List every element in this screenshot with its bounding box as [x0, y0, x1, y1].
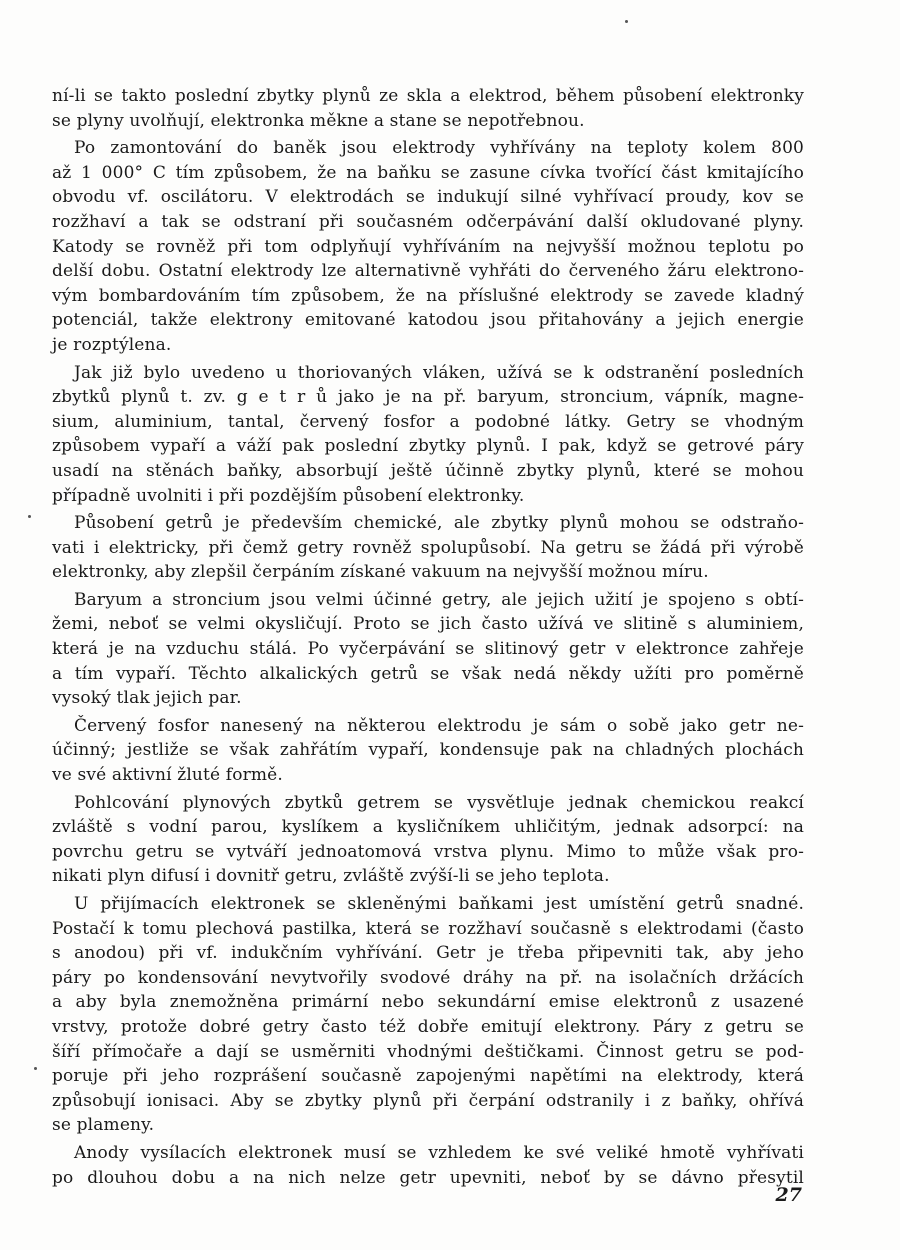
text-line: je rozptýlena.: [52, 334, 172, 355]
text-line: nikati plyn difusí i dovnitř getru, zvláště zvýší-li se jeho teplota.: [52, 866, 610, 887]
text-line: Po zamontování do baněk jsou elektrody vyhřívány na teploty kolem 800: [74, 138, 804, 159]
text-line: elektronky, aby zlepšil čerpáním získané vakuum na nejvyšší možnou míru.: [52, 562, 709, 583]
text-line: Katody se rovněž při tom odplyňují vyhříváním na nejvyšší možnou teplotu po: [52, 236, 804, 257]
paragraph: [52, 84, 804, 133]
paragraph: [52, 714, 804, 788]
text-line: Červený fosfor nanesený na některou elektrodu je sám o sobě jako getr ne-: [74, 715, 804, 736]
text-line: šíří přímočaře a dají se usměrniti vhodnými deštičkami. Činnost getru se pod-: [52, 1041, 804, 1062]
text-line: Působení getrů je především chemické, ale zbytky plynů mohou se odstraňo-: [74, 513, 804, 534]
text-line: zvláště s vodní parou, kyslíkem a kysličníkem uhličitým, jednak adsorpcí: na: [52, 817, 804, 838]
text-line: Baryum a stroncium jsou velmi účinné getry, ale jejich užití je spojeno s obtí-: [74, 589, 804, 610]
paragraph: [52, 892, 804, 1138]
text-line: sium, aluminium, tantal, červený fosfor a podobné látky. Getry se vhodným: [52, 411, 804, 432]
page-number: 27: [775, 1184, 802, 1206]
text-line: žemi, neboť se velmi okysličují. Proto se jich často užívá ve slitině s aluminiem,: [52, 614, 804, 635]
text-line: potenciál, takže elektrony emitované katodou jsou přitahovány a jejich energie: [52, 310, 804, 331]
text-line: vati i elektricky, při čemž getry rovněž spolupůsobí. Na getru se žádá při výrobě: [52, 537, 804, 558]
scan-speck: [34, 1067, 37, 1070]
text-line: poruje při jeho rozprášení současně zapojenými napětími na elektrody, která: [52, 1066, 804, 1087]
text-line: delší dobu. Ostatní elektrody lze alternativně vyhřáti do červeného žáru elektrono-: [52, 261, 804, 282]
text-line: až 1 000° C tím způsobem, že na baňku se zasune cívka tvořící část kmitajícího: [52, 162, 804, 183]
paragraph: [52, 361, 804, 509]
text-line: vysoký tlak jejich par.: [52, 688, 242, 709]
scan-speck: [625, 20, 628, 23]
text-line: Anody vysílacích elektronek musí se vzhledem ke své veliké hmotě vyhřívati: [74, 1142, 804, 1163]
text-line: a tím vypaří. Těchto alkalických getrů se však nedá někdy užíti pro poměrně: [52, 663, 804, 684]
text-line: Pohlcování plynových zbytků getrem se vysvětluje jednak chemickou reakcí: [74, 792, 804, 813]
paragraph: [52, 791, 804, 889]
scan-speck: [28, 515, 31, 518]
text-line: případně uvolniti i při pozdějším působení elektronky.: [52, 485, 525, 506]
text-line: která je na vzduchu stálá. Po vyčerpávání se slitinový getr v elektronce zahřeje: [52, 639, 804, 660]
paragraph: [52, 588, 804, 711]
text-line: způsobem vypaří a váží pak poslední zbytky plynů. I pak, když se getrové páry: [52, 436, 804, 457]
text-line: obvodu vf. oscilátoru. V elektrodách se indukují silné vyhřívací proudy, kov se: [52, 187, 804, 208]
text-line: povrchu getru se vytváří jednoatomová vrstva plynu. Mimo to může však pro-: [52, 841, 804, 862]
text-line: se plyny uvolňují, elektronka měkne a stane se nepotřebnou.: [52, 110, 585, 131]
text-line: účinný; jestliže se však zahřátím vypaří, kondensuje pak na chladných plochách: [52, 740, 804, 761]
paragraph: [52, 1141, 804, 1190]
paragraph: [52, 511, 804, 585]
text-line: ní-li se takto poslední zbytky plynů ze skla a elektrod, během působení elektronky: [52, 86, 804, 106]
text-line: Jak již bylo uvedeno u thoriovaných vláken, užívá se k odstranění posledních: [74, 362, 804, 383]
text-line: vrstvy, protože dobré getry často též dobře emitují elektrony. Páry z getru se: [52, 1016, 804, 1037]
text-line: rozžhaví a tak se odstraní při současném odčerpávání další okludované plyny.: [52, 211, 804, 232]
paragraph: [52, 136, 804, 357]
text-line: páry po kondensování nevytvořily svodové dráhy na př. na isolačních držácích: [52, 967, 804, 988]
text-line: způsobují ionisaci. Aby se zbytky plynů při čerpání odstranily i z baňky, ohřívá: [52, 1090, 804, 1111]
text-line: Postačí k tomu plechová pastilka, která se rozžhaví současně s elektrodami (často: [52, 918, 804, 939]
text-line: s anodou) při vf. indukčním vyhřívání. Getr je třeba připevniti tak, aby jeho: [52, 943, 804, 964]
text-line: a aby byla znemožněna primární nebo sekundární emise elektronů z usazené: [52, 992, 804, 1013]
text-line: po dlouhou dobu a na nich nelze getr upevniti, neboť by se dávno přesytil: [52, 1167, 804, 1188]
text-line: zbytků plynů t. zv. g e t r ů jako je na př. baryum, stroncium, vápník, magne-: [52, 387, 804, 408]
text-line: ve své aktivní žluté formě.: [52, 765, 283, 786]
body-text: [52, 84, 804, 1190]
text-line: usadí na stěnách baňky, absorbují ještě účinně zbytky plynů, které se mohou: [52, 460, 804, 481]
text-line: U přijímacích elektronek se skleněnými baňkami jest umístění getrů snadné.: [74, 894, 804, 914]
text-line: vým bombardováním tím způsobem, že na příslušné elektrody se zavede kladný: [52, 285, 804, 306]
text-line: se plameny.: [52, 1115, 155, 1136]
